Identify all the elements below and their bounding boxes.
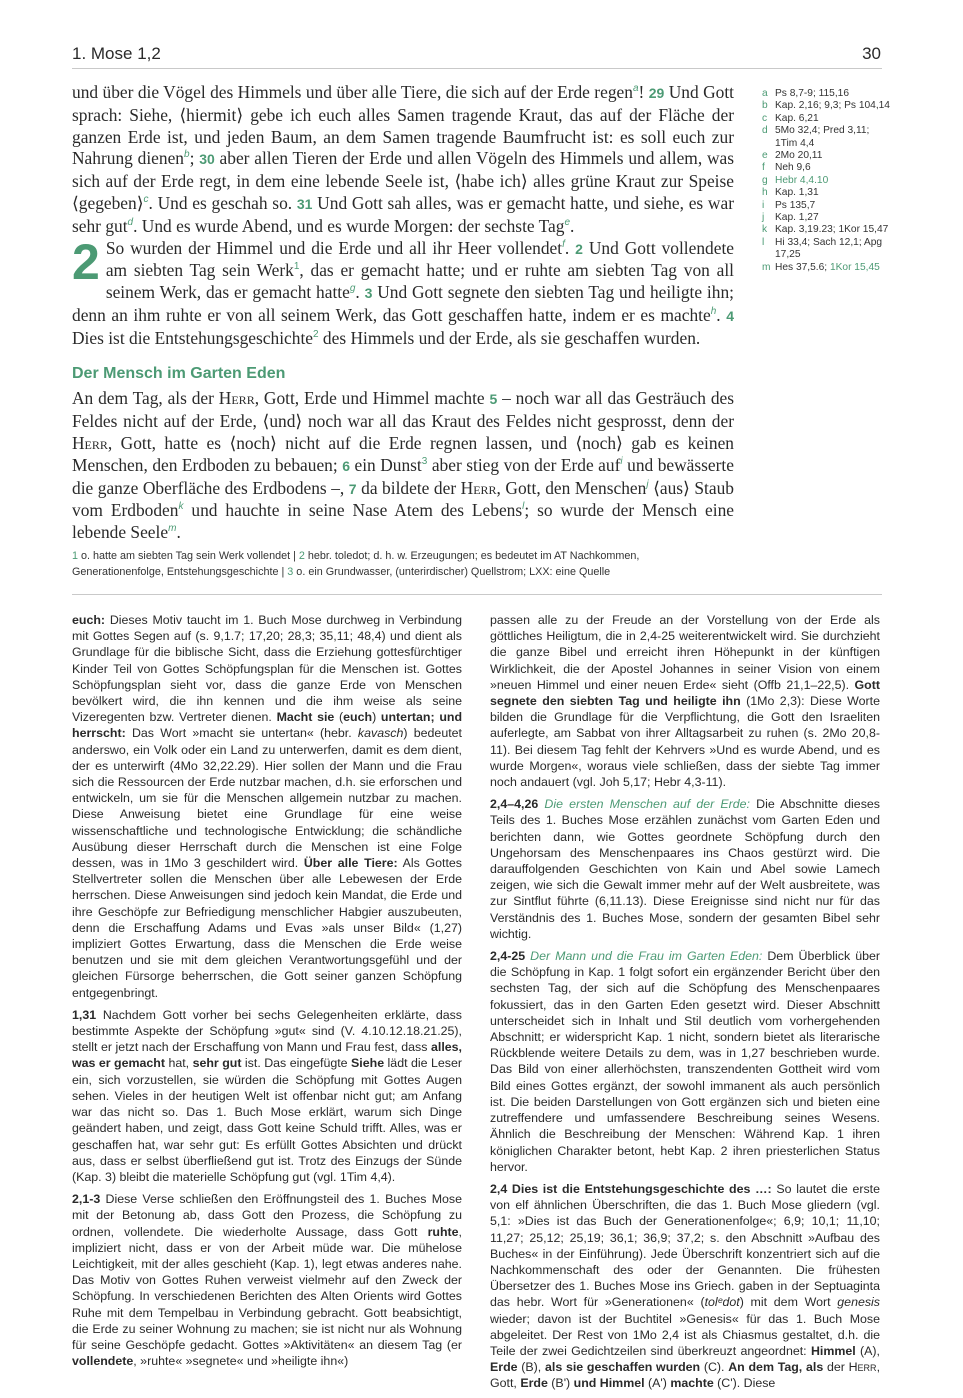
- text-run: , das er gemacht hatte; und er ruhte am siebten Tag von all seinem Werk, das er gemacht hatte: [105, 260, 734, 303]
- text-run: ) mit dem Wort: [739, 1295, 838, 1310]
- italic-run: genesis: [837, 1295, 880, 1310]
- text-run: ): [372, 710, 381, 725]
- reference: 5Mo 32,4; Pred 3,11; 1Tim 4,4: [775, 125, 870, 149]
- text-run: ist. Das eingefügte: [241, 1056, 352, 1071]
- text-run: So lautet die erste von elf ähnlichen Überschriften, die das 1. Buch Mose gliedern (vgl. 5,1: »Dies ist das Buch der Generationenfolge«; 6,9; 10,1; 11,10; 11,27; 25,12; 25,19; 36,1; 36,9; 37,2; s. den Abschnitt »Aufbau des Buches« in der Einführung). Jede Überschrift konzentriert sich auf die Nachkommenschaft des oder der Genannten. Die frühesten Übersetzer des 1. Buches Mose ins Griech. gaben in der Septuaginta das hebr. Wort für »Generationen« (: [490, 1181, 880, 1310]
- bold-run: 2,4–4,26: [490, 797, 539, 812]
- bold-run: alles, was er gemacht: [72, 1040, 462, 1071]
- commentary-paragraph: [72, 612, 462, 1001]
- text-run: ein Dunst: [349, 454, 422, 475]
- cross-reference-letter: f: [762, 162, 765, 174]
- cross-reference-letter: g: [762, 174, 768, 186]
- cross-reference-text: [775, 162, 892, 174]
- text-run: – noch war all das Gesträuch des Feldes nicht auf der Erde, ⟨und⟩ noch war all das Kraut des Feldes nicht gesprosst, denn der: [72, 388, 734, 432]
- text-run: , Gott, den Menschen: [496, 477, 647, 498]
- italic-run: tolᵉdot: [704, 1295, 740, 1310]
- bible-paragraph-3: [72, 388, 734, 544]
- bold-run: untertan; und herrscht:: [72, 710, 463, 741]
- commentary-paragraph: [490, 1181, 880, 1392]
- section-label: Die ersten Menschen auf der Erde:: [544, 797, 750, 812]
- footnote-marker: e: [564, 216, 571, 228]
- text-run: .: [176, 522, 181, 543]
- reference: Kap. 1,31: [775, 187, 819, 199]
- bold-run: 2,1-3: [72, 1192, 101, 1207]
- text-run: und bewässerte die ganze Oberfläche des Erdbodens –,: [72, 454, 734, 498]
- footnote-marker: g: [349, 283, 356, 295]
- cross-references: [762, 88, 892, 274]
- reference: Kap. 3,19.23; 1Kor 15,47: [775, 224, 889, 236]
- text-run: ) bedeutet anderswo, ein Volk oder ein Land zu unterwerfen, damit es dem dient, der es unterwirft (4Mo 32,22.29). Hier sollen der Mann und die Frau sich die Ressourcen der Erde nutzbar machen, d.h. sie erforschen und entwickeln, um sie für die Menschen allgemein nutzbar zu machen. Diese Anweisung bietet eine Grundlage für eine weise wissenschaftliche und technologische Entwicklung; die schändliche Ausübung dieser Herrschaft durch die Menschen ist eine Folge dessen, was in 1Mo 3 geschildert wird.: [72, 726, 462, 871]
- text-run: .: [355, 282, 365, 303]
- divine-name: Herr: [218, 388, 255, 409]
- text-run: und hauchte in seine Nase Atem des Lebens: [183, 500, 523, 521]
- verse-number: 3: [364, 285, 373, 302]
- cross-reference-entry: [762, 100, 892, 112]
- text-run: o. hatte am siebten Tag sein Werk vollendet |: [78, 550, 299, 562]
- footnote-marker: i: [620, 455, 623, 467]
- bold-run: als sie geschaffen wurden: [544, 1360, 701, 1375]
- divine-name: Herr: [72, 432, 108, 453]
- text-run: des Himmels und der Erde, als sie geschaffen wurden.: [318, 327, 701, 348]
- commentary-paragraph: [490, 948, 880, 1175]
- cross-reference-letter: e: [762, 150, 768, 162]
- note-number: 2: [313, 328, 319, 340]
- text-run: wieder; davon ist der Buchtitel »Genesis« für das 1. Buch Mose abgeleitet. Der Rest von 1Mo 2,4 ist als Chiasmus gestaltet, d.h. die Teile der zwei Gedichtzeilen sind überkreuzt angeordnet:: [490, 1311, 880, 1358]
- text-run: (C'). Diese: [713, 1376, 776, 1391]
- cross-reference-letter: l: [762, 236, 765, 248]
- cross-reference-text: [775, 100, 892, 112]
- text-run: Diese Verse schließen den Eröffnungsteil des 1. Buches Mose mit der Betonung ab, dass Gott den Prozess, die Schöpfung zu ordnen, vollendete. Die wiederholte Aussage, dass Gott: [72, 1192, 462, 1239]
- note-number: 1: [72, 550, 79, 562]
- footnote-marker: j: [646, 478, 649, 490]
- bold-run: Gott segnete den siebten Tag und heiligte ihn: [490, 677, 880, 709]
- commentary-rule: [72, 594, 882, 595]
- translation-footnotes: [72, 548, 732, 580]
- reference: Kap. 6,21: [775, 112, 819, 124]
- text-run: der: [823, 1360, 849, 1375]
- reference: Hes 37,5.6;: [775, 261, 830, 273]
- text-run: (: [334, 710, 344, 725]
- cross-reference-text: [775, 200, 892, 212]
- bold-run: 2,4-25: [490, 949, 526, 964]
- bible-paragraph-1: [72, 82, 734, 238]
- cross-reference-text: [775, 262, 892, 274]
- cross-reference-entry: [762, 224, 892, 236]
- reference: Ps 135,7: [775, 199, 816, 211]
- text-run: . Und es wurde Abend, und es wurde Morgen: der sechste Tag: [133, 215, 565, 236]
- verse-number: 5: [489, 391, 498, 408]
- note-number: 3: [287, 566, 294, 578]
- cross-reference-text: [775, 224, 892, 236]
- cross-reference-text: [775, 212, 892, 224]
- text-run: ; so wurde der Mensch eine lebende Seele: [72, 500, 735, 543]
- commentary-paragraph: [490, 796, 880, 942]
- text-run: .: [564, 237, 576, 258]
- verse-number: 2: [575, 240, 583, 257]
- text-run: (A),: [855, 1343, 881, 1358]
- cross-reference-letter: h: [762, 187, 768, 199]
- bible-paragraph-2: [72, 233, 735, 350]
- reference: Kap. 1,27: [775, 212, 819, 224]
- footnote-marker: f: [562, 238, 565, 250]
- note-number: 1: [293, 261, 300, 273]
- verse-number: 29: [648, 85, 665, 101]
- text-run: (A'): [644, 1376, 671, 1391]
- page-number: 30: [862, 44, 881, 63]
- text-run: , Gott, hatte es ⟨noch⟩ nicht auf die Erde regnen lassen, und ⟨noch⟩ gab es keinen Menschen, den Erdboden zu bebauen;: [72, 432, 734, 475]
- cross-reference-letter: a: [762, 88, 768, 99]
- cross-reference-text: [775, 175, 892, 187]
- cross-reference-text: [775, 237, 892, 262]
- text-run: hebr. toledot; d. h. w. Erzeugungen; es bedeutet im AT Nachkommen, Generationenfolge, Entstehungsgeschichte |: [72, 550, 640, 578]
- bold-run: Siehe: [351, 1056, 385, 1071]
- text-run: Nachdem Gott vorher bei sechs Gelegenheiten erklärte, dass bestimmte Aspekte der Schöpfung »gut« sind (V. 4.10.12.18.21.25), stellt er jetzt nach der Erschaffung von Mann und Frau fest, dass: [72, 1007, 462, 1055]
- bible-text: [72, 82, 734, 544]
- cross-reference-entry: [762, 150, 892, 162]
- cross-reference-letter: c: [762, 112, 768, 124]
- cross-reference-entry: [762, 175, 892, 187]
- divine-name: Herr: [848, 1360, 877, 1375]
- bold-run: Macht sie: [276, 710, 335, 725]
- footnote-marker: d: [127, 216, 134, 228]
- cross-reference-letter: d: [762, 125, 768, 137]
- text-run: und über die Vögel des Himmels und über alle Tiere, die sich auf der Erde regen: [72, 82, 633, 102]
- cross-reference-letter: j: [762, 212, 765, 224]
- note-number: 3: [421, 455, 428, 467]
- commentary-paragraph: [72, 1007, 462, 1185]
- cross-reference-entry: [762, 200, 892, 212]
- text-run: Dieses Motiv taucht im 1. Buch Mose durchweg in Verbindung mit Gottes Segen auf (s. 9,1.7; 17,20; 28,3; 35,11; 48,4) und dient als Grundlage für die biblische Sicht, dass die Erziehung gottesfürchtiger Kinder Teil von Gottes Schöpfungsplan für die Menschen ist. Gottes Schöpfungsplan sieht vor, dass die ganze Erde von Menschen bevölkert wird, die ihn kennen und die ihm weise als seine Vizeregenten bzw. Vertreter dienen.: [72, 613, 462, 725]
- italic-run: kavasch: [357, 726, 404, 741]
- cross-reference-text: [775, 187, 892, 199]
- bold-run: ruhte: [427, 1224, 459, 1239]
- text-run: (C).: [700, 1360, 729, 1375]
- text-run: lädt die Leser ein, sich vorzustellen, sie würden die Schöpfung mit Gottes Augen sehen. Vieles in der heutigen Welt ist offenbar nicht gut; am Anfang war das nicht so. Das 1. Buch Mose erklärt, warum sich Dinge geändert haben, und zeigt, dass Gott keine Schuld trifft. Alles, was er geschaffen hat, war sehr gut: Es erfüllt Gottes Absichten und drückt aus, dass er selbst überfließend gut ist. Trotz des Einzugs der Sünde (Kap. 3) bleibt die materielle Schöpfung gut (vgl. 1Tim 4,4).: [72, 1056, 462, 1184]
- verse-number: 7: [348, 480, 357, 497]
- text-run: !: [638, 82, 649, 102]
- text-run: , »ruhte« »segnete« und »heiligte ihn«): [133, 1354, 349, 1369]
- bold-run: 2,4 Dies ist die Entstehungsgeschichte des …:: [490, 1181, 772, 1196]
- footnote-marker: h: [710, 306, 717, 318]
- text-run: Als Gottes Stellvertreter sollen die Menschen über alle Lebewesen der Erde herrschen. Diese Anweisungen sind jedoch kein Mandat, die Erde und ihre Geschöpfe zur Befriedigung menschlicher Habgier auszubeuten, denn die Erschaffung Adams und Evas »als unser Bild« (1,27) impliziert Gottes Erwartung, dass die Menschen die Erde weise benutzen und sie mit dem gleichen Verantwortungsgefühl und der gleichen Fürsorge beherrschen, die Gott seiner ganzen Schöpfung entgegenbringt.: [72, 856, 462, 1000]
- section-label: Der Mann und die Frau im Garten Eden:: [530, 949, 763, 964]
- footnote-marker: a: [632, 83, 639, 95]
- cross-reference-entry: [762, 113, 892, 125]
- bold-run: machte: [670, 1376, 714, 1391]
- footnote-marker: l: [522, 501, 525, 513]
- text-run: (B'): [547, 1376, 574, 1391]
- reference: Ps 8,7-9; 115,16: [775, 88, 850, 99]
- cross-reference-text: [775, 88, 892, 100]
- text-run: , Gott,: [490, 1360, 881, 1391]
- text-run: Und Gott segnete den siebten Tag und heiligte ihn; denn an ihm ruhte er von all seinem Werk, das Gott geschaffen hatte, indem er es machte: [72, 282, 734, 325]
- verse-number: 31: [296, 195, 313, 212]
- cross-reference-letter: k: [762, 224, 768, 236]
- text-run: (B),: [517, 1360, 545, 1375]
- commentary-paragraph: [72, 1191, 462, 1369]
- cross-reference-letter: m: [762, 261, 771, 273]
- text-run: , Gott, Erde und Himmel machte: [254, 388, 490, 409]
- reference: Neh 9,6: [775, 162, 811, 174]
- footnote-marker: c: [143, 194, 149, 206]
- text-run: Und Gott vollendete am siebten Tag sein Werk: [105, 237, 735, 281]
- text-run: ;: [189, 148, 200, 169]
- bold-run: euch: [343, 710, 373, 725]
- running-header-book: 1. Mose 1,2: [72, 44, 161, 63]
- commentary-right-column: [490, 612, 880, 1398]
- text-run: aber stieg von der Erde auf: [427, 454, 621, 475]
- cross-reference-entry: [762, 187, 892, 199]
- bold-run: Himmel: [810, 1343, 856, 1358]
- cross-reference-text: [775, 125, 892, 150]
- text-run: ⟨aus⟩ Staub vom Erdboden: [72, 477, 734, 521]
- verse-number: 4: [726, 307, 734, 324]
- cross-reference-entry: [762, 212, 892, 224]
- footnote-marker: m: [168, 523, 177, 535]
- cross-reference-letter: i: [762, 199, 765, 211]
- text-run: passen alle zu der Freude an der Vorstellung von der Erde als göttliches Heiligtum, die in 2,4-25 weiterentwickelt wird. Sie durchzieht die ganze Bibel und erreicht ihren Höhepunkt in der künftigen Wirklichkeit, die der Apostel Johannes in seiner Vision von einem »neuen Himmel und einer neuen Erde« sieht (Offb 21,1–22,5).: [490, 613, 880, 692]
- reference: 2Mo 20,11: [775, 150, 823, 162]
- bold-run: 1,31: [72, 1007, 97, 1022]
- highlighted-reference: 1Kor 15,45: [829, 261, 880, 273]
- bold-run: An dem Tag, als: [728, 1360, 824, 1375]
- text-run: da bildete der: [356, 477, 461, 498]
- text-run: o. ein Grundwasser, (unterirdischer) Quellstrom; LXX: eine Quelle: [293, 566, 611, 578]
- text-run: hat,: [165, 1056, 193, 1071]
- bold-run: Über alle Tiere:: [303, 856, 398, 871]
- cross-reference-entry: [762, 125, 892, 150]
- footnote-marker: k: [178, 501, 184, 513]
- text-run: Und Gott sprach: Siehe, ⟨hiermit⟩ gebe ich euch alles Samen tragende Kraut, das auf der Fläche der ganzen Erde ist, und jeden Baum, an dem Samen tragende Baumfrucht ist: es soll euch zur Nahrung dienen: [72, 82, 734, 169]
- verse-number: 30: [199, 151, 215, 168]
- reference: Hi 33,4; Sach 12,1; Apg 17,25: [775, 236, 883, 261]
- bold-run: Erde: [490, 1360, 518, 1375]
- cross-reference-entry: [762, 88, 892, 100]
- note-number: 2: [298, 550, 305, 562]
- bold-run: euch:: [72, 613, 106, 627]
- section-heading: Der Mensch im Garten Eden: [72, 364, 286, 382]
- text-run: Und Gott sah alles, was er gemacht hatte, und siehe, es war sehr gut: [72, 192, 734, 236]
- highlighted-reference: Hebr 4,4.10: [775, 174, 829, 186]
- text-run: .: [570, 215, 575, 236]
- text-run: , impliziert nicht, dass er von der Arbeit müde war. Die mühelose Leichtigkeit, mit der alles geschieht (Kap. 1), legt etwas anderes nahe. Das Motiv von Gottes Ruhen verweist vielmehr auf den Zweck der Schöpfung. In verschiedenen Berichten des Alten Orients wird Gottes Ruhe mit dem Tempelbau in Verbindung gebracht. Gott beabsichtigt, die Erde zu seiner Wohnung zu machen; sie ist nicht nur als Wohnung für seine Geschöpfe gedacht. Gottes »Aktivitäten« an diesem Tag (er: [72, 1224, 462, 1352]
- commentary-left-column: [72, 612, 462, 1375]
- text-run: .: [716, 304, 727, 325]
- cross-reference-entry: [762, 162, 892, 174]
- text-run: Dies ist die Entstehungsgeschichte: [72, 327, 314, 348]
- text-run: Die Abschnitte dieses Teils des 1. Buches Mose erzählen zunächst vom Garten Eden und berichten dann, wie Gottes geordnete Schöpfung durch den Ungehorsam des Menschenpaares ins Chaos gestürzt wird. Die darauffolgenden Geschichten von Kain und Abel sowie Lamech zeigen, wie sich die Gewalt immer mehr auf der Welt ausbreitete, was zur Sintflut führte (6,11.13). Diese Ereignisse sind nicht nur für das Verständnis des 1. Buches Mose, sondern der gesamten Bibel sehr wichtig.: [490, 797, 880, 941]
- reference: Kap. 2,16; 9,3; Ps 104,14: [775, 100, 890, 112]
- bold-run: und Himmel: [573, 1376, 645, 1391]
- verse-number: 6: [342, 457, 350, 474]
- cross-reference-text: [775, 150, 892, 162]
- commentary-paragraph: [490, 612, 880, 790]
- cross-reference-letter: b: [762, 100, 768, 112]
- text-run: aber allen Tieren der Erde und allen Vögeln des Himmels und allem, was sich auf der Erde regt, in dem eine lebende Seele ist, ⟨habe ich⟩ alles grüne Kraut zur Speise ⟨gegeben⟩: [72, 148, 734, 213]
- text-run: Dem Überblick über die Schöpfung in Kap. 1 folgt sofort ein ergänzender Bericht über den sechsten Tag, der sich auf die Schöpfung des Menschenpaares fokussiert, das in den Garten Eden gesetzt wird. Dieser Abschnitt unterscheidet sich in Inhalt und Stil deutlich vom vorhergehenden Abschnitt; er widerspricht Kap. 1 nicht, sondern bietet als literarische Rückblende weitere Details zu dem, was in 1,27 beschrieben wurde. Das Bild von einer allerhöchsten, transzendenten Gottheit wird vom Bild eines Gottes ergänzt, der sowohl immanent als auch persönlich ist. Die beiden Darstellungen von Gott ergänzen sich und bieten eine zutreffendere und umfassendere Beschreibung seines Wesens. Ähnlich die Beschreibung der Menschen: Während Kap. 1 ihren königlichen Charakter betont, hebt Kap. 2 ihren priesterlichen Status hervor.: [490, 949, 881, 1174]
- text-run: An dem Tag, als der: [72, 388, 219, 409]
- divine-name: Herr: [460, 477, 497, 498]
- cross-reference-entry: [762, 262, 892, 274]
- bold-run: Erde: [520, 1376, 548, 1391]
- text-run: (1Mo 2,3): Diese Worte bilden die Grundlage für die Verpflichtung, die Gott den Israeliten auferlegte, am Sabbat von ihrer Alltagsarbeit zu ruhen (s. 2Mo 20,8-11). Bei diesem Tag fehlt der Kehrvers »Und es wurde Abend, und es wurde Morgen«, woraus viele schließen, dass der siebte Tag immer noch andauert (vgl. Joh 5,17; Hebr 4,3-11).: [490, 694, 880, 790]
- header-rule: [72, 68, 882, 69]
- cross-reference-text: [775, 113, 892, 125]
- bold-run: sehr gut: [192, 1056, 242, 1071]
- cross-reference-entry: [762, 237, 892, 262]
- footnote-marker: b: [184, 149, 190, 161]
- text-run: . Und es geschah so.: [148, 192, 297, 213]
- bold-run: vollendete: [72, 1354, 134, 1369]
- chapter-number: 2: [72, 233, 100, 290]
- text-run: Das Wort »macht sie untertan« (hebr.: [125, 726, 358, 741]
- text-run: So wurden der Himmel und die Erde und all ihr Heer vollendet: [105, 237, 563, 258]
